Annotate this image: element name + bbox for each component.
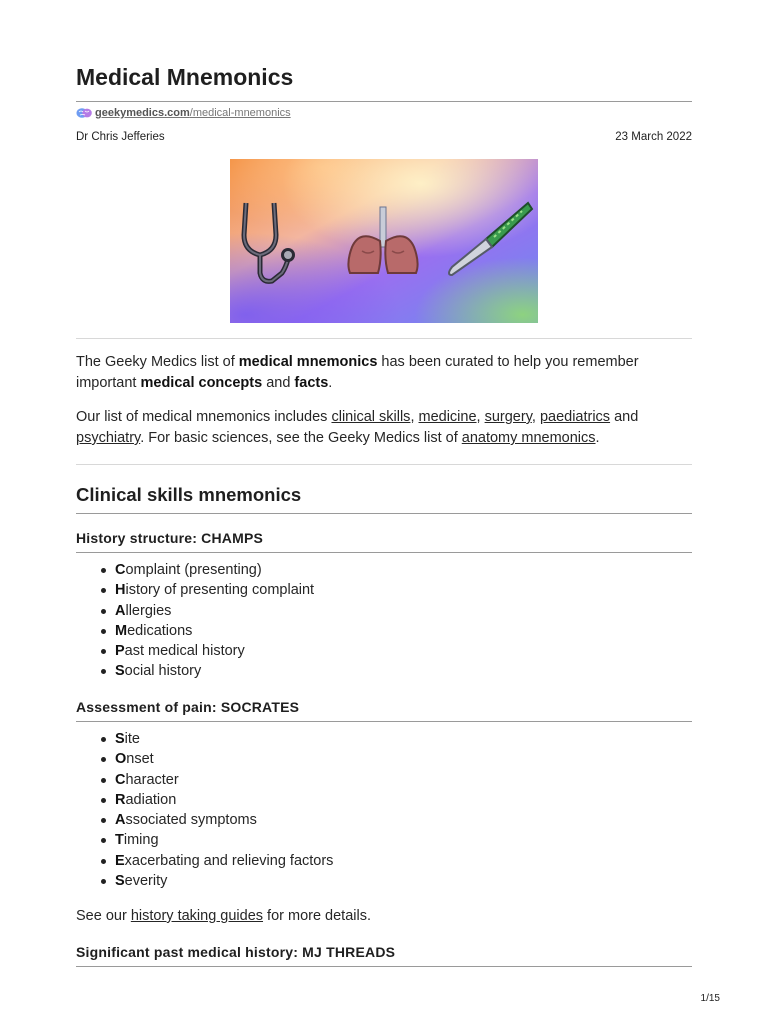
intro-divider: [76, 464, 692, 465]
link-history-taking-guides[interactable]: history taking guides: [130, 908, 264, 924]
page-title: Medical Mnemonics: [76, 64, 294, 90]
link-clinical-skills[interactable]: clinical skills: [331, 409, 411, 425]
mnemonic-text: iming: [123, 832, 159, 849]
mnemonic-text: omplaint (presenting): [125, 562, 262, 578]
list-item: [115, 871, 333, 891]
intro-paragraph-1: The Geeky Medics list of medical mnemonics has been curated to help you remember important medical concepts and facts.: [76, 354, 639, 391]
subheading-champs: History structure: CHAMPS: [76, 530, 264, 546]
subheading-socrates: Assessment of pain: SOCRATES: [76, 699, 300, 715]
mnemonic-letter: S: [115, 873, 125, 890]
link-psychiatry[interactable]: psychiatry: [76, 430, 141, 446]
list-item: [115, 729, 333, 749]
list-item: [115, 790, 333, 810]
list-item: [115, 830, 333, 850]
link-surgery[interactable]: surgery: [484, 409, 532, 425]
section-heading-clinical-skills: Clinical skills mnemonics: [76, 484, 302, 505]
link-anatomy-mnemonics[interactable]: anatomy mnemonics: [461, 430, 596, 446]
list-item: [115, 810, 333, 830]
mnemonic-text: ssociated symptoms: [125, 812, 257, 829]
socrates-divider: [76, 721, 692, 722]
mnemonic-letter: C: [115, 562, 126, 578]
brain-logo-icon: [76, 107, 92, 119]
mnemonic-letter: A: [115, 602, 126, 619]
mnemonic-letter: M: [115, 622, 128, 639]
hero-divider: [76, 338, 692, 339]
source-url[interactable]: geekymedics.com/medical-mnemonics: [95, 107, 291, 119]
list-item: [115, 851, 333, 871]
socrates-list: [76, 729, 333, 891]
list-item: [115, 601, 314, 621]
mnemonic-letter: E: [115, 852, 125, 869]
mnemonic-text: everity: [124, 873, 168, 890]
mnemonic-text: ite: [124, 731, 140, 747]
mnemonic-text: edications: [127, 622, 193, 639]
intro-paragraph-2: Our list of medical mnemonics includes clinical skills, medicine, surgery, paediatrics and psychiatry. For basic sciences, see the Geeky Medics list of anatomy mnemonics.: [76, 409, 639, 446]
see-more-paragraph: See our history taking guides for more details.: [76, 908, 372, 924]
link-paediatrics[interactable]: paediatrics: [539, 409, 611, 425]
mnemonic-text: ast medical history: [124, 643, 245, 660]
article-meta: [76, 131, 692, 143]
subheading-mj-threads: Significant past medical history: MJ THREADS: [76, 944, 396, 960]
mj-threads-divider: [76, 966, 692, 967]
hero-image: [230, 159, 538, 323]
mnemonic-letter: H: [115, 582, 126, 599]
mnemonic-text: xacerbating and relieving factors: [124, 852, 334, 869]
section-divider: [76, 513, 692, 514]
mnemonic-letter: P: [115, 643, 125, 660]
list-item: [115, 621, 314, 641]
page-number: 1/15: [700, 993, 720, 1004]
mnemonic-text: ocial history: [124, 663, 202, 680]
mnemonic-letter: A: [115, 812, 126, 829]
mnemonic-letter: T: [115, 832, 124, 849]
mnemonic-text: llergies: [125, 602, 172, 619]
mnemonic-letter: O: [115, 751, 127, 768]
source-link[interactable]: [76, 107, 291, 119]
publish-date: 23 March 2022: [615, 131, 692, 143]
author: Dr Chris Jefferies: [76, 131, 165, 143]
list-item: [115, 560, 314, 580]
mnemonic-text: istory of presenting complaint: [125, 582, 315, 599]
mnemonic-letter: S: [115, 731, 125, 747]
champs-list: [76, 560, 314, 682]
mnemonic-text: adiation: [125, 791, 177, 808]
list-item: [115, 580, 314, 600]
champs-divider: [76, 552, 692, 553]
list-item: [115, 770, 333, 790]
mnemonic-text: nset: [126, 751, 154, 768]
link-medicine[interactable]: medicine: [418, 409, 477, 425]
mnemonic-text: haracter: [125, 771, 179, 788]
title-divider: [76, 101, 692, 102]
mnemonic-letter: R: [115, 791, 126, 808]
list-item: [115, 641, 314, 661]
list-item: [115, 749, 333, 769]
mnemonic-letter: S: [115, 663, 125, 680]
mnemonic-letter: C: [115, 771, 126, 788]
list-item: [115, 661, 314, 681]
